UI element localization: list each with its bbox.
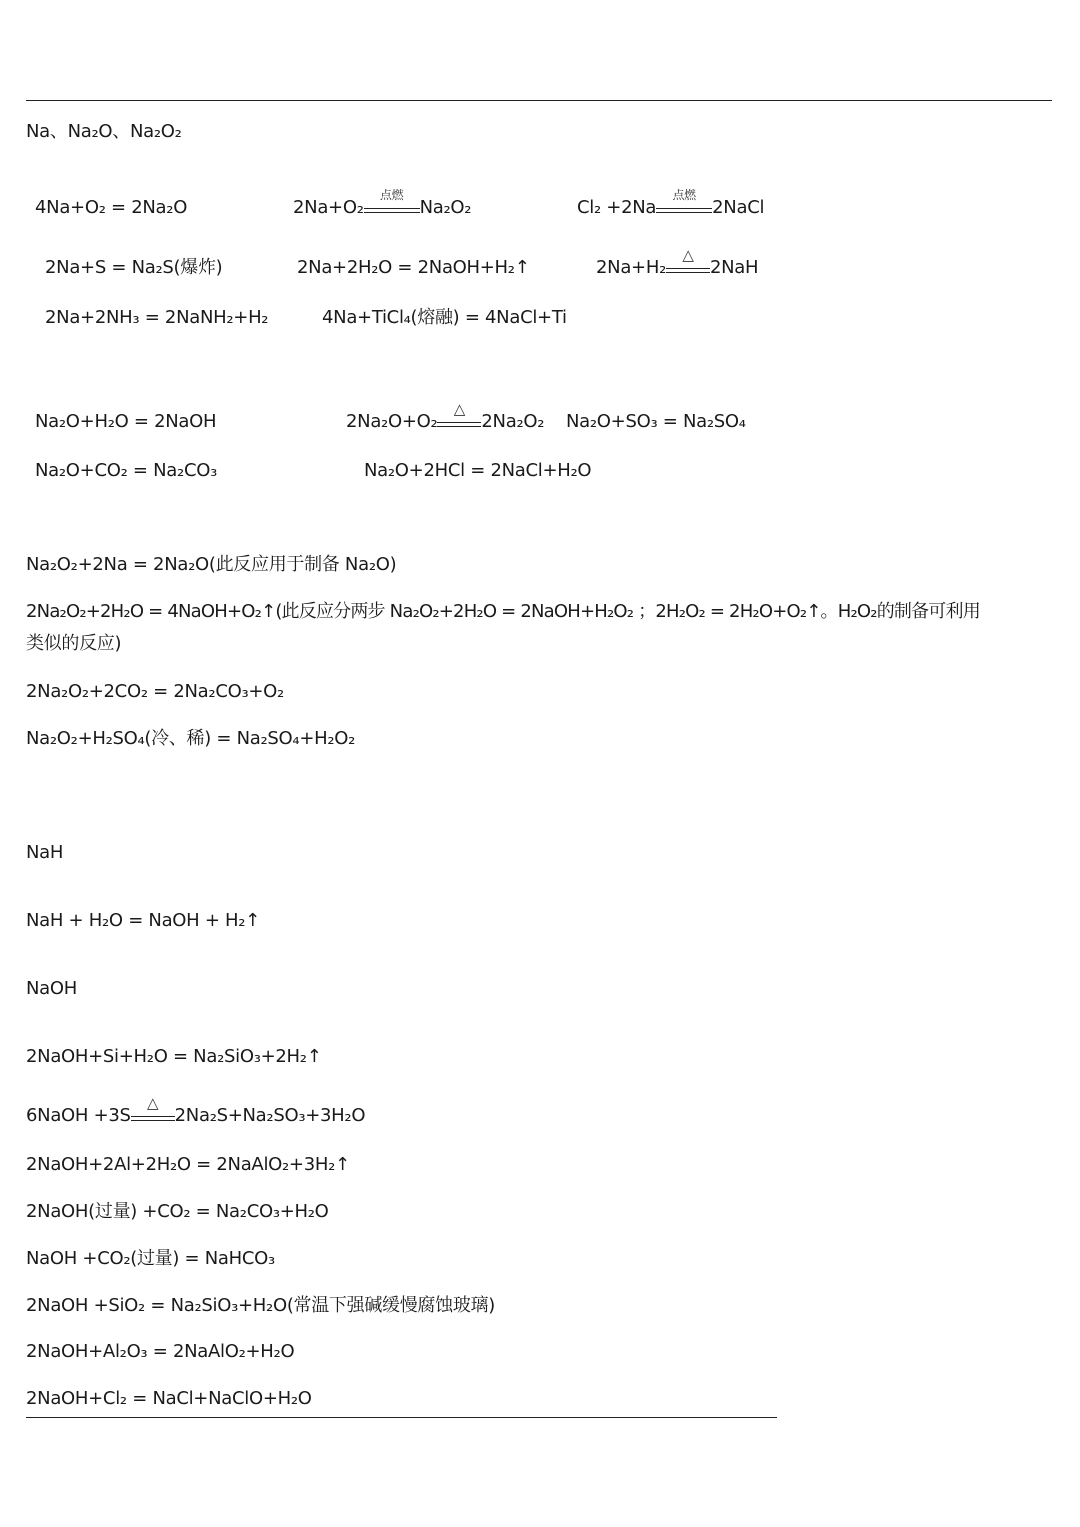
- equation: 2NaOH(过量) +CO₂ = Na₂CO₃+H₂O: [26, 1201, 329, 1222]
- section-title-sodium: Na、Na₂O、Na₂O₂: [26, 121, 182, 142]
- reaction-arrow: [437, 400, 481, 434]
- equation: [577, 188, 765, 220]
- equation: 2NaOH+2Al+2H₂O = 2NaAlO₂+3H₂↑: [26, 1154, 350, 1175]
- reaction-arrow: [656, 188, 712, 220]
- equation-left: 2Na₂O+O₂: [346, 411, 438, 432]
- equation-left: 2Na+O₂: [293, 197, 364, 218]
- equation: Na₂O₂+H₂SO₄(冷、稀) = Na₂SO₄+H₂O₂: [26, 728, 356, 749]
- reaction-arrow: [666, 246, 710, 280]
- section-title-nah: NaH: [26, 842, 64, 863]
- bottom-rule: [26, 1417, 777, 1418]
- equation: [26, 1094, 366, 1128]
- equation: 2NaOH+Si+H₂O = Na₂SiO₃+2H₂↑: [26, 1046, 322, 1067]
- heat-icon: △: [682, 246, 694, 264]
- equation: 2NaOH +SiO₂ = Na₂SiO₃+H₂O(常温下强碱缓慢腐蚀玻璃): [26, 1295, 495, 1316]
- equation: NaH + H₂O = NaOH + H₂↑: [26, 910, 260, 931]
- equation-right: 2NaCl: [712, 197, 765, 218]
- equation: Na₂O₂+2Na = 2Na₂O(此反应用于制备 Na₂O): [26, 554, 397, 575]
- equation-continuation: 类似的反应): [26, 633, 122, 654]
- equation: NaOH +CO₂(过量) = NaHCO₃: [26, 1248, 275, 1269]
- equation-right: 2Na₂S+Na₂SO₃+3H₂O: [174, 1105, 366, 1126]
- equation-left: 2Na+H₂: [596, 257, 666, 278]
- equation: [596, 246, 759, 280]
- equation-right: 2Na₂O₂: [481, 411, 545, 432]
- equation-right: 2NaH: [709, 257, 759, 278]
- equation: Na₂O+2HCl = 2NaCl+H₂O: [364, 460, 592, 481]
- equation-left: Cl₂ +2Na: [577, 197, 657, 218]
- equation: 2Na+2NH₃ = 2NaNH₂+H₂: [45, 307, 269, 328]
- equation: 2NaOH+Al₂O₃ = 2NaAlO₂+H₂O: [26, 1341, 295, 1362]
- heat-icon: △: [147, 1094, 159, 1112]
- reaction-arrow: [364, 188, 420, 220]
- equation: Na₂O+SO₃ = Na₂SO₄: [566, 411, 746, 432]
- section-title-naoh: NaOH: [26, 978, 77, 999]
- equation: Na₂O+CO₂ = Na₂CO₃: [35, 460, 218, 481]
- equation: 2Na₂O₂+2H₂O = 4NaOH+O₂↑(此反应分两步 Na₂O₂+2H₂O = 2NaOH+H₂O₂ ；2H₂O₂ = 2H₂O+O₂↑。H₂O₂的制备可利用: [26, 601, 980, 622]
- reaction-arrow: [131, 1094, 175, 1128]
- equation: Na₂O+H₂O = 2NaOH: [35, 411, 217, 432]
- equation: 2Na₂O₂+2CO₂ = 2Na₂CO₃+O₂: [26, 681, 284, 702]
- equation: [293, 188, 472, 220]
- heat-icon: △: [453, 400, 466, 418]
- equation-right: Na₂O₂: [419, 197, 472, 218]
- reaction-condition: 点燃: [672, 188, 696, 202]
- equation: 2NaOH+Cl₂ = NaCl+NaClO+H₂O: [26, 1388, 312, 1409]
- equation: 4Na+O₂ = 2Na₂O: [35, 197, 188, 218]
- top-rule: [26, 100, 1052, 101]
- equation: [346, 400, 545, 434]
- reaction-condition: 点燃: [379, 188, 404, 202]
- equation-left: 6NaOH +3S: [26, 1105, 131, 1126]
- equation: 2Na+2H₂O = 2NaOH+H₂↑: [297, 257, 530, 278]
- equation: 2Na+S = Na₂S(爆炸): [45, 257, 223, 278]
- equation: 4Na+TiCl₄(熔融) = 4NaCl+Ti: [322, 307, 567, 328]
